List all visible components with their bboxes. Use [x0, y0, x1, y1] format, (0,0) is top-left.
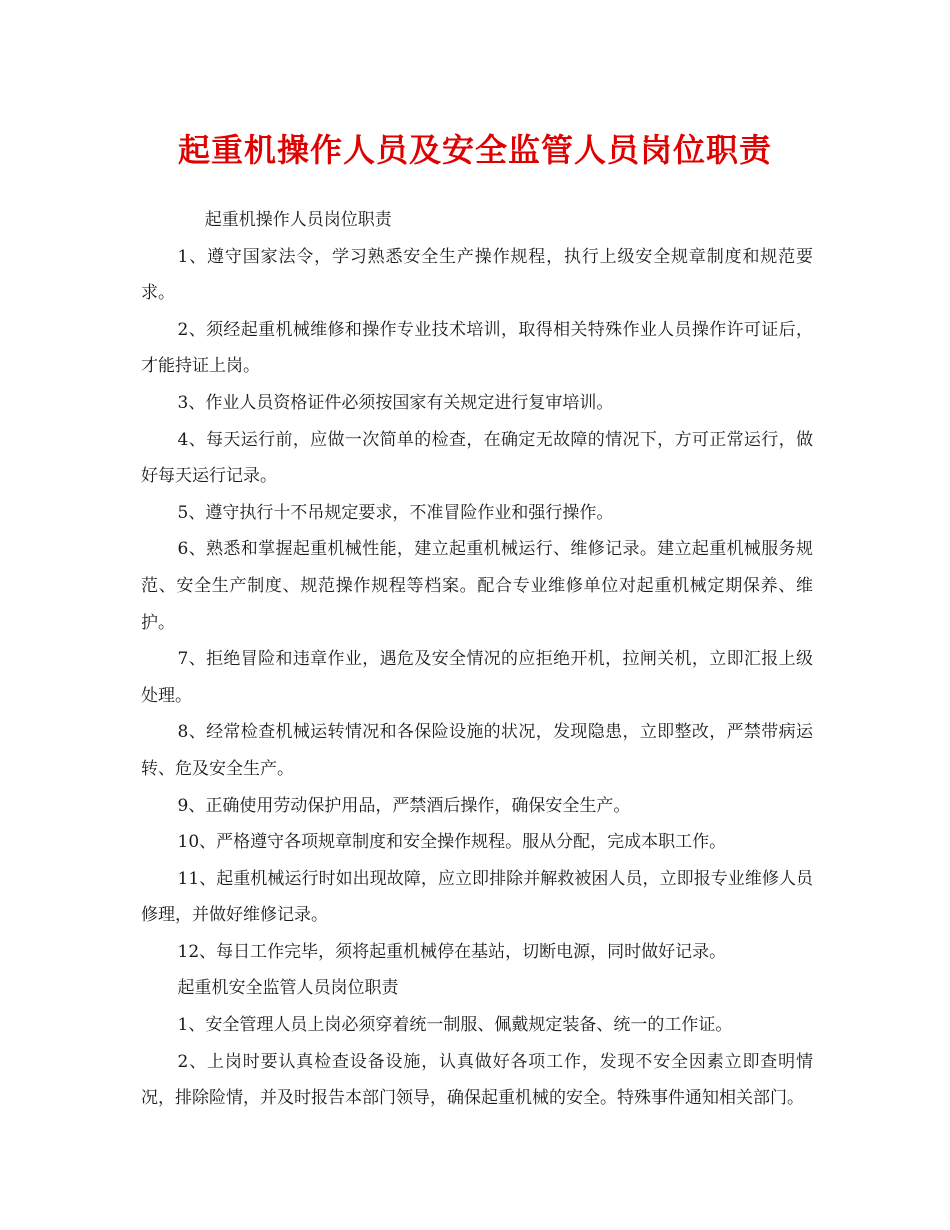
- duty-item: 5、遵守执行十不吊规定要求，不准冒险作业和强行操作。: [177, 502, 614, 523]
- duty-item: 7、拒绝冒险和违章作业，遇危及安全情况的应拒绝开机，拉闸关机，立即汇报上级处理。: [141, 649, 813, 706]
- duty-item: 12、每日工作完毕，须将起重机械停在基站，切断电源，同时做好记录。: [177, 941, 727, 962]
- duty-item: 2、上岗时要认真检查设备设施，认真做好各项工作，发现不安全因素立即查明情况，排除险情，并及时报告本部门领导，确保起重机械的安全。特殊事件通知相关部门。: [141, 1051, 813, 1109]
- document-body: [141, 202, 813, 1117]
- duty-item: 1、安全管理人员上岗必须穿着统一制服、佩戴规定装备、统一的工作证。: [177, 1015, 733, 1036]
- section-heading-safety-supervisor: 起重机安全监管人员岗位职责: [177, 978, 399, 999]
- document-title: 起重机操作人员及安全监管人员岗位职责: [177, 131, 772, 169]
- duty-item: 1、遵守国家法令，学习熟悉安全生产操作规程，执行上级安全规章制度和规范要求。: [141, 246, 813, 304]
- duty-item: 8、经常检查机械运转情况和各保险设施的状况，发现隐患，立即整改，严禁带病运转、危及安全生产。: [141, 722, 813, 779]
- duty-item: 10、严格遵守各项规章制度和安全操作规程。服从分配，完成本职工作。: [177, 832, 727, 853]
- duty-item: 11、起重机械运行时如出现故障，应立即排除并解救被困人员，立即报专业维修人员修理，并做好维修记录。: [141, 868, 813, 926]
- duty-item: 3、作业人员资格证件必须按国家有关规定进行复审培训。: [177, 392, 614, 413]
- duty-item: 2、须经起重机械维修和操作专业技术培训，取得相关特殊作业人员操作许可证后，才能持证上岗。: [141, 319, 813, 377]
- duty-item: 4、每天运行前，应做一次简单的检查，在确定无故障的情况下，方可正常运行，做好每天运行记录。: [141, 429, 813, 487]
- duty-item: 9、正确使用劳动保护用品，严禁酒后操作，确保安全生产。: [177, 795, 631, 816]
- section-heading-operator: 起重机操作人员岗位职责: [204, 210, 392, 230]
- duty-item: 6、熟悉和掌握起重机械性能，建立起重机械运行、维修记录。建立起重机械服务规范、安全生产制度、规范操作规程等档案。配合专业维修单位对起重机械定期保养、维护。: [141, 539, 813, 633]
